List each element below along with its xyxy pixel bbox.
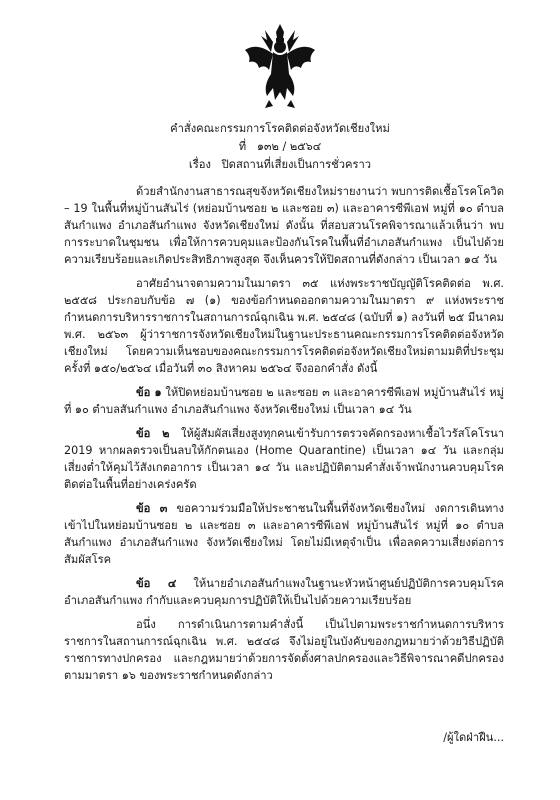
paragraph-background: ด้วยสำนักงานสาธารณสุขจังหวัดเชียงใหม่รายงานว่า พบการติดเชื้อโรคโควิด – 19 ในพื้นที่หมู่บ้านสันไร่ (หย่อมบ้านซอย ๒ และซอย ๓) และอาคารซีพีเอฟ หมู่ที่ ๑๐ ตำบลสันกำแพง อำเภอสันกำแพง จังหวัดเชียงใหม่ ดังนั้น ที่สอบสวนโรคพิจารณาแล้วเห็นว่า พบการระบาดในชุมชน เพื่อให้การควบคุมและป้องกันโรคในพื้นที่อำเภอสันกำแพง เป็นไปด้วยความเรียบร้อยและเกิดประสิทธิภาพสูงสุด จึงเห็นควรให้ปิดสถานที่ดังกล่าว เป็นเวลา ๑๔ วัน xyxy=(64,185,504,266)
clause-2-label: ข้อ ๒ xyxy=(136,427,170,440)
clause-3-text: ขอความร่วมมือให้ประชาชนในพื้นที่จังหวัดเชียงใหม่ งดการเดินทางเข้าไปในหย่อมบ้านซอย ๒ และซอย ๓ และอาคารซีพีเอฟ หมู่บ้านสันไร่ หมู่ที่ ๑๐ ตำบลสันกำแพง อำเภอสันกำแพง จังหวัดเชียงใหม่ โดยไม่มีเหตุจำเป็น เพื่อลดความเสี่ยงต่อการสัมผัสโรค xyxy=(64,502,504,566)
clause-4-label: ข้อ ๔ xyxy=(136,577,177,590)
garuda-emblem-icon xyxy=(243,22,317,110)
document-header xyxy=(0,120,560,174)
clause-2-text: ให้ผู้สัมผัสเสี่ยงสูงทุกคนเข้ารับการตรวจคัดกรองหาเชื้อไวรัสโคโรนา 2019 หากผลตรวจเป็นลบให้กักตนเอง (Home Quarantine) เป็นเวลา ๑๔ วัน และกลุ่มเสี่ยงต่ำให้คุมไว้สังเกตอาการ เป็นเวลา ๑๔ วัน และปฏิบัติตามคำสั่งเจ้าพนักงานควบคุมโรคติดต่อในพื้นที่อย่างเคร่งครัด xyxy=(64,427,504,491)
subject-label: เรื่อง xyxy=(188,158,211,171)
order-number-label: ที่ xyxy=(238,140,247,153)
clause-4 xyxy=(64,575,504,609)
order-number-line xyxy=(0,138,560,156)
clause-3-label: ข้อ ๓ xyxy=(136,502,168,515)
order-number: ๑๓๒ / ๒๕๖๔ xyxy=(256,140,322,153)
paragraph-legal-note: อนึ่ง การดำเนินการตามคำสั่งนี้ เป็นไปตามพระราชกำหนดการบริหารราชการในสถานการณ์ฉุกเฉิน พ.ศ. ๒๕๔๘ จึงไม่อยู่ในบังคับของกฎหมายว่าด้วยวิธีปฏิบัติราชการทางปกครอง และกฎหมายว่าด้วยการจัดตั้งศาลปกครองและวิธีพิจารณาคดีปกครอง ตามมาตรา ๑๖ ของพระราชกำหนดดังกล่าว xyxy=(64,618,504,682)
clause-1-label: ข้อ ๑ xyxy=(136,386,162,399)
clause-1 xyxy=(64,384,504,418)
clause-1-text: ให้ปิดหย่อมบ้านซอย ๒ และซอย ๓ และอาคารซีพีเอฟ หมู่บ้านสันไร่ หมู่ที่ ๑๐ ตำบลสันกำแพง อำเภอสันกำแพง จังหวัดเชียงใหม่ เป็นเวลา ๑๔ วัน xyxy=(64,386,504,416)
continuation-note: /ผู้ใดฝ่าฝืน... xyxy=(443,731,504,744)
clause-3 xyxy=(64,500,504,568)
clause-2 xyxy=(64,425,504,493)
clause-4-text: ให้นายอำเภอสันกำแพงในฐานะหัวหน้าศูนย์ปฏิบัติการควบคุมโรคอำเภอสันกำแพง กำกับและควบคุมการปฏิบัติให้เป็นไปด้วยความเรียบร้อย xyxy=(64,577,505,607)
subject-text: ปิดสถานที่เสี่ยงเป็นการชั่วคราว xyxy=(221,158,372,171)
paragraph-authority: อาศัยอำนาจตามความในมาตรา ๓๕ แห่งพระราชบัญญัติโรคติดต่อ พ.ศ. ๒๕๕๘ ประกอบกับข้อ ๗ (๑) ของข้อกำหนดออกตามความในมาตรา ๙ แห่งพระราชกำหนดการบริหารราชการในสถานการณ์ฉุกเฉิน พ.ศ. ๒๕๔๘ (ฉบับที่ ๑) ลงวันที่ ๒๕ มีนาคม พ.ศ. ๒๕๖๓ ผู้ว่าราชการจังหวัดเชียงใหม่ในฐานะประธานคณะกรรมการโรคติดต่อจังหวัดเชียงใหม่ โดยความเห็นชอบของคณะกรรมการโรคติดต่อจังหวัดเชียงใหม่ตามมติที่ประชุม ครั้งที่ ๑๕๐/๒๕๖๔ เมื่อวันที่ ๓๐ สิงหาคม ๒๕๖๔ จึงออกคำสั่ง ดังนี้ xyxy=(64,277,504,375)
document-title: คำสั่งคณะกรรมการโรคติดต่อจังหวัดเชียงใหม่ xyxy=(170,122,390,135)
document-body xyxy=(64,183,504,691)
subject-line xyxy=(0,156,560,174)
